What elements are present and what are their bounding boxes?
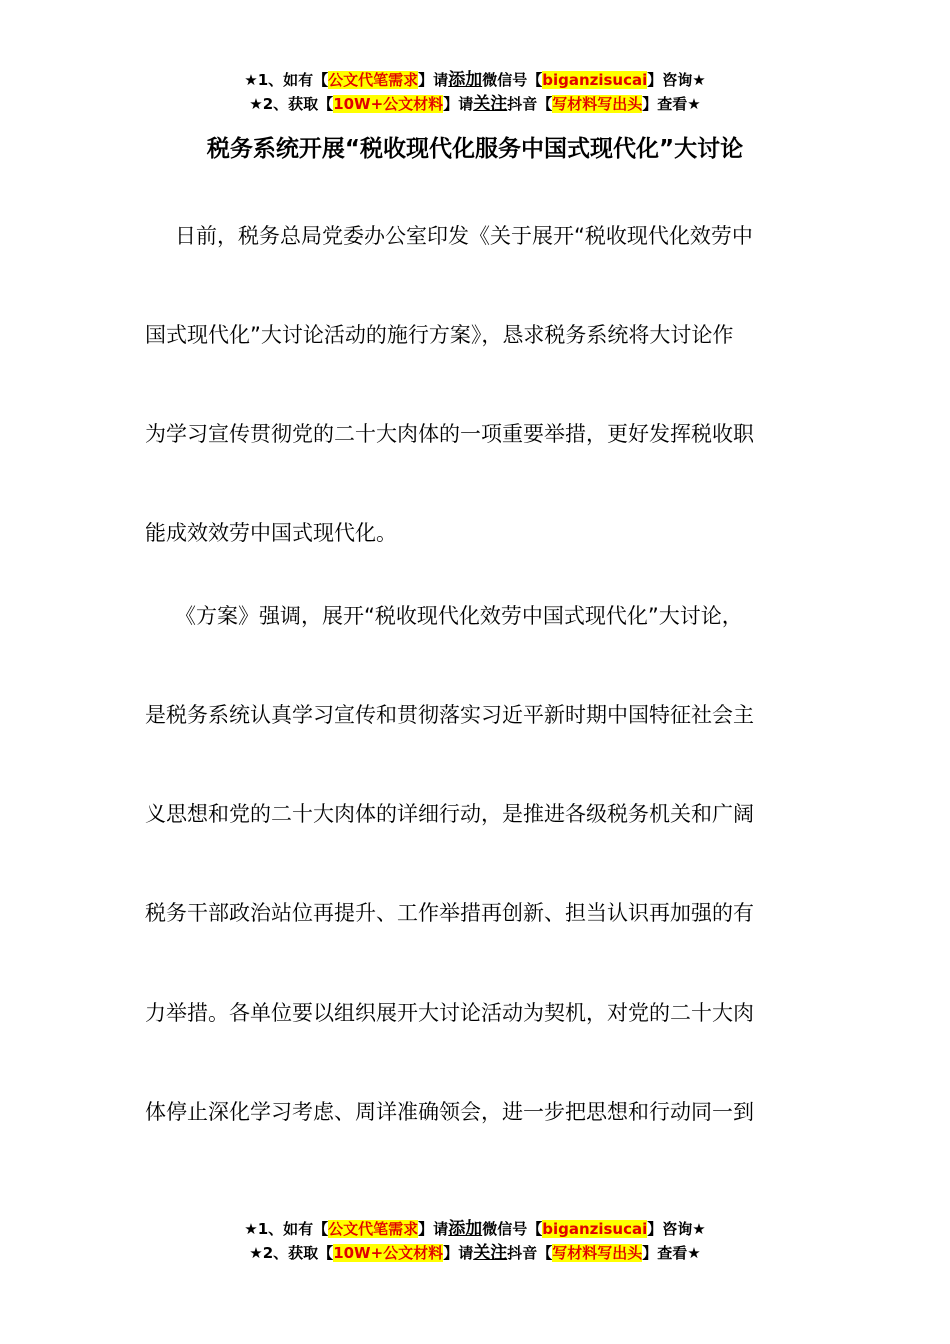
- promo-text: ★1、如有【: [244, 71, 329, 89]
- paragraph-1-line-3: 为学习宣传贯彻党的二十大肉体的一项重要举措，更好发挥税收职: [145, 422, 754, 446]
- promo-highlight-service: 公文代笔需求: [328, 1220, 419, 1238]
- promo-text: ★2、获取【: [249, 1244, 334, 1262]
- promo-highlight-wechat-id: biganzisucai: [542, 1220, 648, 1238]
- paragraph-2-line-6: 体停止深化学习考虑、周详准确领会，进一步把思想和行动同一到: [145, 1100, 754, 1124]
- promo-emphasis-add: 添加: [448, 1219, 483, 1239]
- promo-text: 】请: [418, 71, 449, 89]
- promo-text: 微信号【: [482, 1220, 543, 1238]
- promo-text: 】咨询★: [647, 1220, 706, 1238]
- promo-text: 】咨询★: [647, 71, 706, 89]
- header-promo-line-1: [0, 68, 950, 92]
- promo-text: 】请: [418, 1220, 449, 1238]
- header-promo: [0, 68, 950, 116]
- paragraph-2-line-2: 是税务系统认真学习宣传和贯彻落实习近平新时期中国特征社会主: [145, 703, 754, 727]
- promo-highlight-douyin: 写材料写出头: [552, 1244, 643, 1262]
- footer-promo-line-1: [0, 1217, 950, 1241]
- promo-highlight-douyin: 写材料写出头: [552, 95, 643, 113]
- promo-text: 抖音【: [507, 95, 553, 113]
- paragraph-2-line-1: 《方案》强调，展开“税收现代化效劳中国式现代化”大讨论，: [175, 604, 743, 628]
- promo-text: 】请: [443, 1244, 474, 1262]
- paragraph-2-line-3: 义思想和党的二十大肉体的详细行动，是推进各级税务机关和广阔: [145, 802, 754, 826]
- paragraph-1-line-1: 日前，税务总局党委办公室印发《关于展开“税收现代化效劳中: [175, 224, 753, 248]
- promo-highlight-materials: 10W+公文材料: [333, 95, 444, 113]
- promo-text: 】查看★: [642, 95, 701, 113]
- promo-highlight-wechat-id: biganzisucai: [542, 71, 648, 89]
- promo-text: 】查看★: [642, 1244, 701, 1262]
- promo-text: 】请: [443, 95, 474, 113]
- footer-promo-line-2: [0, 1241, 950, 1265]
- paragraph-2-line-5: 力举措。各单位要以组织展开大讨论活动为契机，对党的二十大肉: [145, 1001, 754, 1025]
- promo-text: 微信号【: [482, 71, 543, 89]
- document-title: 税务系统开展“税收现代化服务中国式现代化”大讨论: [206, 136, 744, 162]
- promo-emphasis-follow: 关注: [473, 94, 508, 114]
- promo-text: 抖音【: [507, 1244, 553, 1262]
- promo-highlight-service: 公文代笔需求: [328, 71, 419, 89]
- promo-highlight-materials: 10W+公文材料: [333, 1244, 444, 1262]
- promo-text: ★2、获取【: [249, 95, 334, 113]
- paragraph-1-line-4: 能成效效劳中国式现代化。: [145, 521, 397, 545]
- promo-text: ★1、如有【: [244, 1220, 329, 1238]
- header-promo-line-2: [0, 92, 950, 116]
- promo-emphasis-add: 添加: [448, 70, 483, 90]
- paragraph-2-line-4: 税务干部政治站位再提升、工作举措再创新、担当认识再加强的有: [145, 901, 754, 925]
- promo-emphasis-follow: 关注: [473, 1243, 508, 1263]
- paragraph-1-line-2: 国式现代化”大讨论活动的施行方案》，恳求税务系统将大讨论作: [145, 323, 734, 347]
- footer-promo: [0, 1217, 950, 1265]
